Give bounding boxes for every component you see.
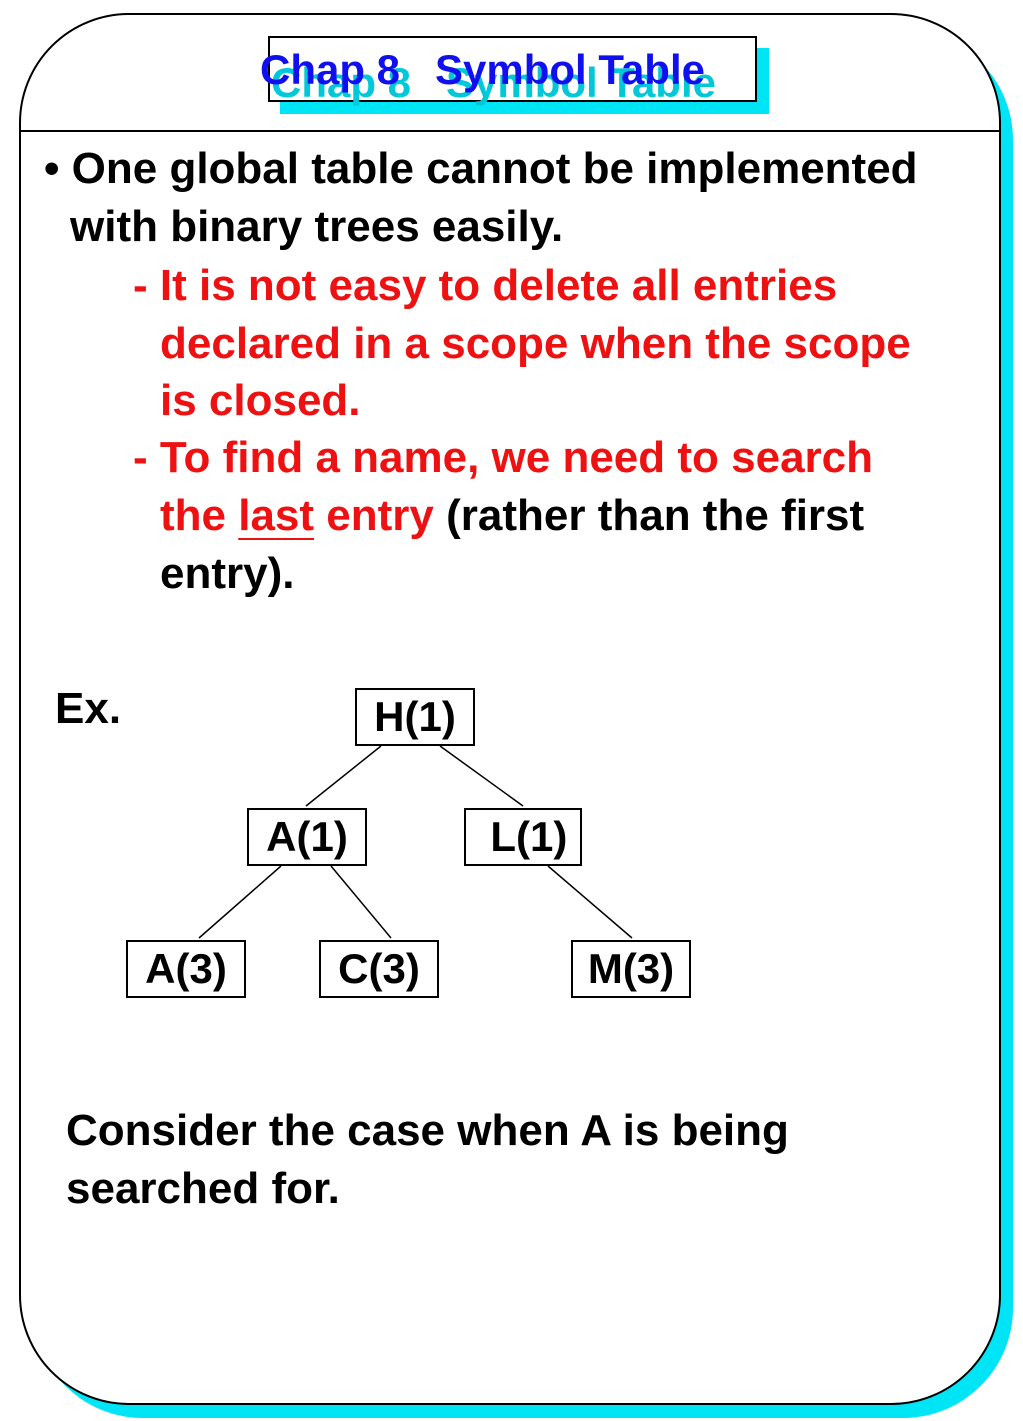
point-1-line-2: declared in a scope when the scope — [160, 319, 911, 368]
tree-node-right: L(1) — [464, 808, 582, 866]
edge-left-leftleft — [199, 866, 281, 938]
edge-root-right — [440, 746, 523, 806]
bullet-marker: • — [44, 144, 60, 193]
footer-line-2: searched for. — [66, 1164, 340, 1213]
tree-node-right-right: M(3) — [571, 940, 691, 998]
edge-right-rightright — [548, 866, 632, 938]
point-2-red-start: the — [160, 491, 239, 540]
point-2-line-1: - To find a name, we need to search — [133, 433, 874, 482]
tree-node-left: A(1) — [247, 808, 367, 866]
slide-title: Chap 8 Symbol Table — [260, 46, 705, 93]
tree-node-root: H(1) — [355, 688, 475, 746]
point-1-line-1: - It is not easy to delete all entries — [133, 261, 838, 310]
bullet-line-2: with binary trees easily. — [70, 202, 564, 251]
point-2-line-3: entry). — [160, 549, 295, 598]
point-2-underlined-word: last — [238, 491, 315, 540]
point-1-line-3: is closed. — [160, 376, 361, 425]
bullet-text-1: One global table cannot be implemented — [71, 144, 918, 193]
tree-node-left-right: C(3) — [319, 940, 439, 998]
point-2-red-end: entry — [314, 491, 434, 540]
footer-line-1: Consider the case when A is being — [66, 1106, 789, 1155]
example-label: Ex. — [55, 684, 122, 733]
point-2-black-text: (rather than the first — [433, 491, 865, 540]
tree-node-left-left: A(3) — [126, 940, 246, 998]
edge-left-leftright — [331, 866, 391, 938]
edge-root-left — [306, 746, 381, 806]
